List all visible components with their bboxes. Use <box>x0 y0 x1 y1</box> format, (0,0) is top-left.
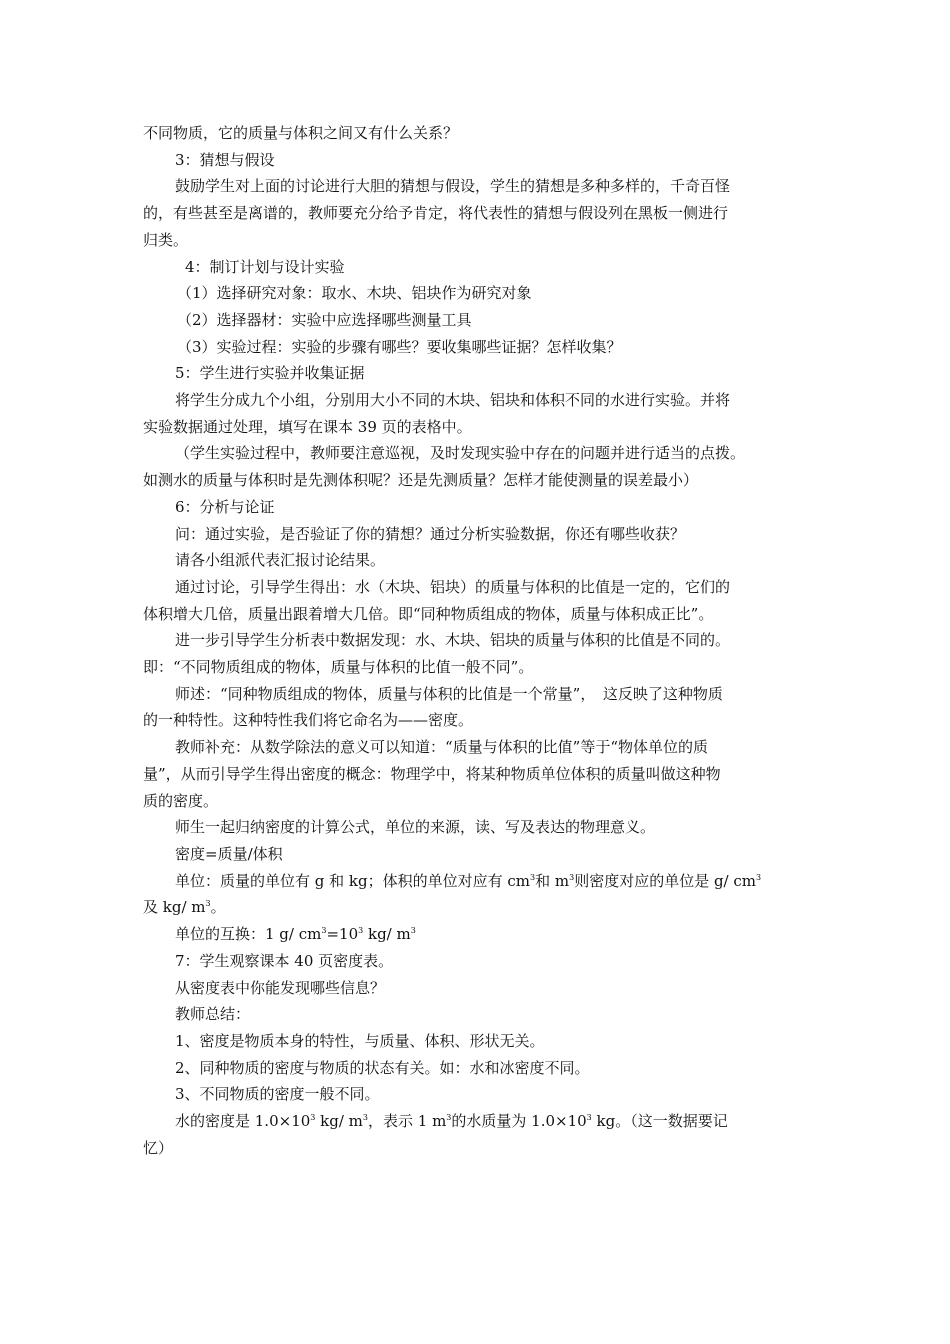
section-heading-experiment: 5：学生进行实验并收集证据 <box>175 364 365 383</box>
summary-item: 1、密度是物质本身的特性，与质量、体积、形状无关。 <box>175 1031 545 1050</box>
text-segment: kg。（这一数据要记 <box>591 1112 728 1131</box>
text-segment: 则密度对应的单位是 g/ cm <box>574 871 757 890</box>
paragraph-line: 即：“不同物质组成的物体，质量与体积的比值一般不同”。 <box>143 658 534 677</box>
text-segment: kg/ m <box>363 925 411 944</box>
paragraph-line: 从密度表中你能发现哪些信息？ <box>175 978 386 997</box>
section-heading-hypothesis: 3：猜想与假设 <box>175 150 275 169</box>
paragraph-line: 量”，从而引导学生得出密度的概念：物理学中，将某种物质单位体积的质量叫做这种物 <box>143 764 721 783</box>
paragraph-line: 的，有些甚至是离谱的，教师要充分给予肯定，将代表性的猜想与假设列在黑板一侧进行 <box>143 204 729 223</box>
document-body <box>143 120 818 1161</box>
superscript: 3 <box>586 1113 592 1123</box>
paragraph-line: 的一种特性。这种特性我们将它命名为——密度。 <box>143 711 474 730</box>
units-line <box>143 868 818 895</box>
text-segment: ，表示 1 m <box>367 1112 447 1131</box>
paragraph-line: 教师补充：从数学除法的意义可以知道：“质量与体积的比值”等于“物体单位的质 <box>175 738 709 757</box>
paragraph-line: 质的密度。 <box>143 791 219 810</box>
unit-conversion <box>143 921 818 948</box>
paragraph-line: 教师总结： <box>175 1005 251 1024</box>
density-formula: 密度=质量/体积 <box>175 844 283 863</box>
superscript: 3 <box>321 926 327 936</box>
water-density-line <box>143 1108 818 1135</box>
superscript: 3 <box>362 1113 368 1123</box>
list-item: （2）选择器材：实验中应选择哪些测量工具 <box>177 310 472 329</box>
superscript: 3 <box>358 926 364 936</box>
list-item: （1）选择研究对象：取水、木块、铝块作为研究对象 <box>177 284 532 303</box>
text-segment: 。 <box>210 898 226 917</box>
text-segment: 单位的互换：1 g/ cm <box>175 925 322 944</box>
text-segment: 单位：质量的单位有 g 和 kg；体积的单位对应有 cm <box>175 871 530 890</box>
text-segment: 水的密度是 1.0×10 <box>175 1112 311 1131</box>
paragraph-line: 进一步引导学生分析表中数据发现：水、木块、铝块的质量与体积的比值是不同的。 <box>175 631 731 650</box>
paragraph-line: 忆） <box>143 1138 174 1157</box>
paragraph-line: 通过讨论，引导学生得出：水（木块、铝块）的质量与体积的比值是一定的，它们的 <box>175 577 731 596</box>
paragraph-line: 如测水的质量与体积时是先测体积呢？还是先测质量？怎样才能使测量的误差最小） <box>143 471 699 490</box>
superscript: 3 <box>446 1113 452 1123</box>
summary-item: 2、同种物质的密度与物质的状态有关。如：水和冰密度不同。 <box>175 1058 590 1077</box>
paragraph-line: 归类。 <box>143 230 189 249</box>
paragraph-line: 问：通过实验，是否验证了你的猜想？通过分析实验数据，你还有哪些收获？ <box>175 524 686 543</box>
paragraph-line: 鼓励学生对上面的讨论进行大胆的猜想与假设，学生的猜想是多种多样的，千奇百怪 <box>175 177 731 196</box>
summary-item: 3、不同物质的密度一般不同。 <box>175 1085 380 1104</box>
superscript: 3 <box>569 872 575 882</box>
paragraph-line: 请各小组派代表汇报讨论结果。 <box>175 551 386 570</box>
paragraph-line: 将学生分成九个小组，分别用大小不同的木块、铝块和体积不同的水进行实验。并将 <box>175 391 731 410</box>
section-heading-plan: 4：制订计划与设计实验 <box>185 257 345 276</box>
superscript: 3 <box>310 1113 316 1123</box>
text-segment: 及 kg/ m <box>143 898 206 917</box>
text-segment: kg/ m <box>315 1112 363 1131</box>
paragraph-line: （学生实验过程中，教师要注意巡视，及时发现实验中存在的问题并进行适当的点拨。 <box>175 444 746 463</box>
text-segment: 的水质量为 1.0×10 <box>451 1112 587 1131</box>
text-segment: =10 <box>326 925 359 944</box>
paragraph-line: 体积增大几倍，质量出跟着增大几倍。即“同种物质组成的物体，质量与体积成正比”。 <box>143 604 714 623</box>
paragraph-line: 师生一起归纳密度的计算公式，单位的来源，读、写及表达的物理意义。 <box>175 818 656 837</box>
text-segment: 和 m <box>535 871 570 890</box>
section-heading-analysis: 6：分析与论证 <box>175 497 275 516</box>
superscript: 3 <box>410 926 416 936</box>
superscript: 3 <box>756 872 762 882</box>
section-heading-density-table: 7：学生观察课本 40 页密度表。 <box>175 951 394 970</box>
paragraph-line: 师述：“同种物质组成的物体，质量与体积的比值是一个常量”， 这反映了这种物质 <box>175 684 723 703</box>
paragraph-line: 不同物质，它的质量与体积之间又有什么关系？ <box>143 124 459 142</box>
superscript: 3 <box>530 872 536 882</box>
superscript: 3 <box>205 899 211 909</box>
units-line-continued <box>143 894 818 921</box>
paragraph-line: 实验数据通过处理，填写在课本 39 页的表格中。 <box>143 417 472 436</box>
list-item: （3）实验过程：实验的步骤有哪些？要收集哪些证据？怎样收集？ <box>177 337 622 356</box>
